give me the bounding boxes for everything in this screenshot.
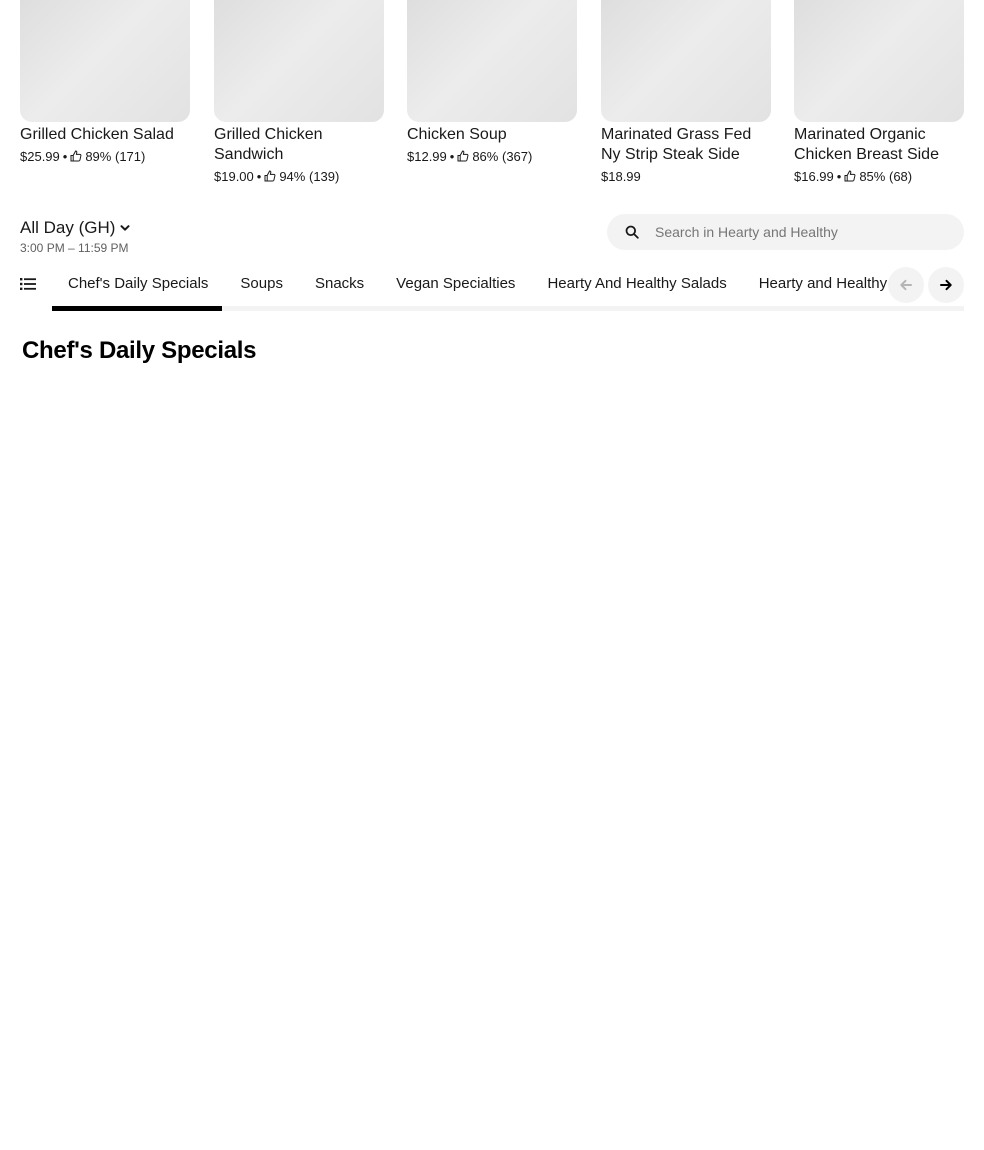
item-rating-count: (367) bbox=[501, 149, 533, 164]
item-meta bbox=[601, 168, 771, 186]
tab-hearty-and-healthy[interactable]: Hearty and Healthy bbox=[758, 275, 888, 292]
arrow-left-icon bbox=[898, 277, 914, 293]
item-card[interactable] bbox=[407, 0, 577, 166]
scroll-left-button[interactable] bbox=[888, 267, 924, 303]
tab-chefs-daily-specials[interactable]: Chef's Daily Specials bbox=[68, 275, 209, 292]
tab-snacks[interactable]: Snacks bbox=[314, 275, 365, 292]
arrow-right-icon bbox=[938, 277, 954, 293]
item-card[interactable] bbox=[20, 0, 190, 166]
item-meta bbox=[20, 148, 190, 166]
item-image bbox=[794, 0, 964, 122]
section-title: Chef's Daily Specials bbox=[22, 337, 257, 364]
item-price: $16.99 bbox=[794, 169, 834, 184]
active-tab-indicator bbox=[52, 306, 222, 311]
item-card[interactable] bbox=[794, 0, 964, 186]
item-name: Chicken Soup bbox=[407, 126, 507, 143]
store-search[interactable] bbox=[607, 214, 964, 250]
search-icon bbox=[625, 225, 639, 239]
item-price: $25.99 bbox=[20, 149, 60, 164]
menu-name: All Day (GH) bbox=[20, 218, 116, 237]
tabs-scroll-area bbox=[52, 262, 888, 311]
meta-separator: • bbox=[256, 169, 262, 184]
thumbs-up-icon bbox=[264, 170, 276, 182]
item-rating-count: (171) bbox=[114, 149, 146, 164]
popular-items-carousel bbox=[20, 0, 964, 190]
item-rating: 89% bbox=[85, 149, 112, 164]
tab-soups[interactable]: Soups bbox=[240, 275, 283, 292]
menu-selector[interactable] bbox=[20, 218, 131, 238]
item-image bbox=[214, 0, 384, 122]
item-image bbox=[601, 0, 771, 122]
item-rating-count: (68) bbox=[888, 169, 913, 184]
thumbs-up-icon bbox=[844, 170, 856, 182]
item-meta bbox=[794, 168, 964, 186]
item-name: Grilled Chicken Sandwich bbox=[214, 126, 323, 163]
item-price: $12.99 bbox=[407, 149, 447, 164]
item-name: Marinated Organic Chicken Breast Side bbox=[794, 126, 939, 163]
list-icon[interactable] bbox=[20, 277, 36, 291]
item-rating: 86% bbox=[472, 149, 499, 164]
tab-vegan-specialties[interactable]: Vegan Specialties bbox=[396, 275, 516, 292]
item-price: $18.99 bbox=[601, 169, 641, 184]
item-name: Grilled Chicken Salad bbox=[20, 126, 174, 143]
item-rating: 94% bbox=[279, 169, 306, 184]
item-image bbox=[407, 0, 577, 122]
item-meta bbox=[407, 148, 577, 166]
thumbs-up-icon bbox=[70, 150, 82, 162]
item-image bbox=[20, 0, 190, 122]
tab-hearty-and-healthy-salads[interactable]: Hearty And Healthy Salads bbox=[547, 275, 727, 292]
meta-separator: • bbox=[449, 149, 455, 164]
item-meta bbox=[214, 168, 384, 186]
category-tabs-bar bbox=[20, 262, 964, 311]
meta-separator: • bbox=[62, 149, 68, 164]
item-name: Marinated Grass Fed Ny Strip Steak Side bbox=[601, 126, 752, 163]
scroll-right-button[interactable] bbox=[928, 267, 964, 303]
item-price: $19.00 bbox=[214, 169, 254, 184]
menu-hours: 3:00 PM – 11:59 PM bbox=[20, 241, 129, 255]
item-rating-count: (139) bbox=[308, 169, 340, 184]
chevron-down-icon bbox=[119, 222, 131, 234]
item-card[interactable] bbox=[214, 0, 384, 186]
item-rating: 85% bbox=[859, 169, 886, 184]
item-card[interactable] bbox=[601, 0, 771, 186]
thumbs-up-icon bbox=[457, 150, 469, 162]
meta-separator: • bbox=[836, 169, 842, 184]
search-input[interactable] bbox=[655, 224, 935, 240]
